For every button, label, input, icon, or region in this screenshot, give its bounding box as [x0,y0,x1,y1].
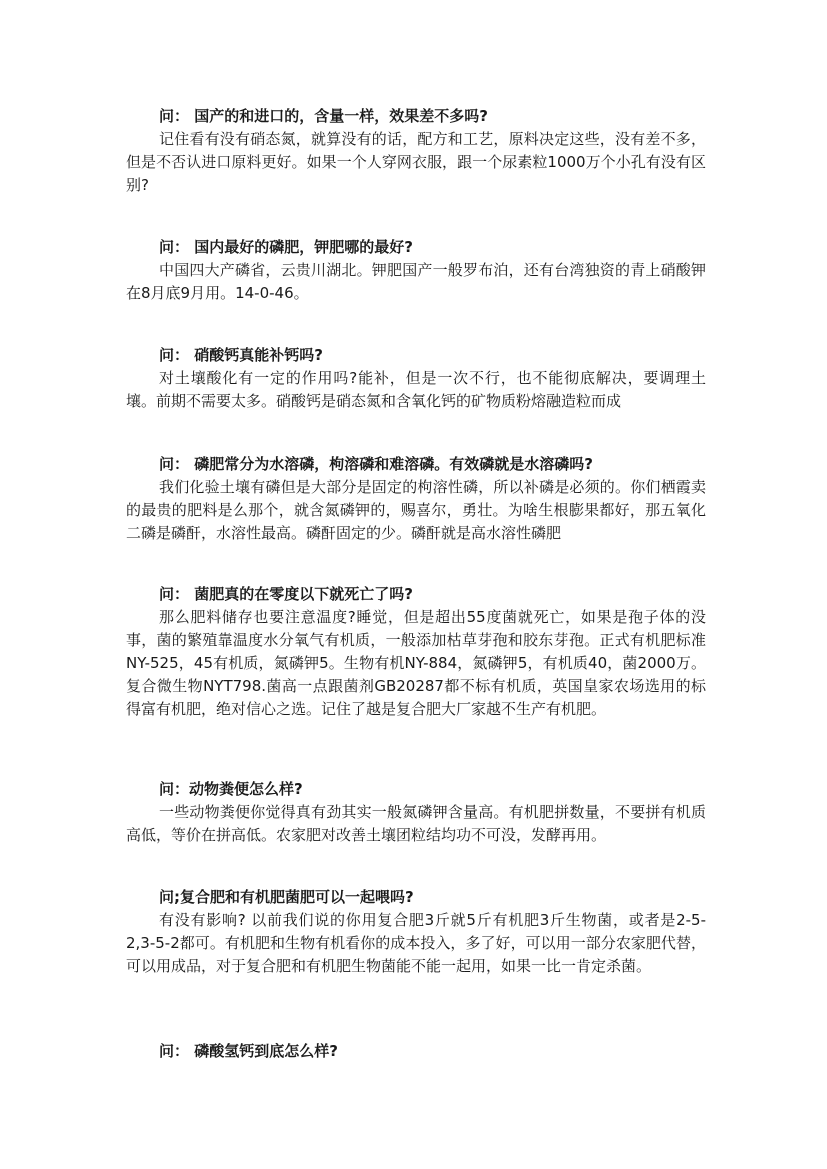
answer-paragraph: 有没有影响? 以前我们说的你用复合肥3斤就5斤有机肥3斤生物菌，或者是2-5-2,3-5-2都可。有机肥和生物有机看你的成本投入，多了好，可以用一部分农家肥代替，可以用成品，对于复合肥和有机肥生物菌能不能一起用，如果一比一肯定杀菌。 [126,911,706,975]
answer-paragraph: 一些动物粪便你觉得真有劲其实一般氮磷钾含量高。有机肥拼数量，不要拼有机质高低，等价在拼高低。农家肥对改善土壤团粒结均功不可没，发酵再用。 [126,803,706,844]
question-heading: 问;复合肥和有机肥菌肥可以一起喂吗? [159,888,414,906]
qa-block [126,778,706,847]
answer-paragraph: 那么肥料储存也要注意温度?睡觉，但是超出55度菌就死亡，如果是孢子体的没事，菌的繁殖靠温度水分氧气有机质，一般添加枯草芽孢和胶东芽孢。正式有机肥标准NY-525，45有机质，氮磷钾5。生物有机NY-884，氮磷钾5，有机质40，菌2000万。复合微生物NYT798.菌高一点跟菌剂GB20287都不标有机质，英国皇家农场选用的标得富有机肥，绝对信心之选。记住了越是复合肥大厂家越不生产有机肥。 [126,608,706,718]
answer-paragraph: 我们化验土壤有磷但是大部分是固定的枸溶性磷，所以补磷是必须的。你们栖霞卖的最贵的肥料是么那个，就含氮磷钾的，赐喜尔，勇壮。为啥生根膨果都好，那五氧化二磷是磷酐，水溶性最高。磷酐固定的少。磷酐就是高水溶性磷肥 [126,478,706,542]
question-heading: 问： 磷肥常分为水溶磷，枸溶磷和难溶磷。有效磷就是水溶磷吗? [159,455,593,473]
qa-block [126,583,706,721]
qa-block [126,344,706,413]
answer-paragraph: 对土壤酸化有一定的作用吗?能补，但是一次不行，也不能彻底解决，要调理土壤。前期不需要太多。硝酸钙是硝态氮和含氧化钙的矿物质粉熔融造粒而成 [126,369,706,410]
question-heading: 问： 菌肥真的在零度以下就死亡了吗? [159,585,413,603]
question-heading: 问： 国产的和进口的，含量一样，效果差不多吗? [159,107,488,125]
qa-block [126,1040,706,1063]
qa-block [126,453,706,545]
answer-paragraph: 中国四大产磷省，云贵川湖北。钾肥国产一般罗布泊，还有台湾独资的青上硝酸钾在8月底9月用。14-0-46。 [126,261,706,302]
question-heading: 问： 国内最好的磷肥，钾肥哪的最好? [159,238,413,256]
question-heading: 问：动物粪便怎么样? [159,780,303,798]
qa-block [126,886,706,978]
qa-block [126,105,706,197]
question-heading: 问： 磷酸氢钙到底怎么样? [159,1042,338,1060]
answer-paragraph: 记住看有没有硝态氮，就算没有的话，配方和工艺，原料决定这些，没有差不多，但是不否认进口原料更好。如果一个人穿网衣服，跟一个尿素粒1000万个小孔有没有区别? [126,130,706,194]
qa-block [126,236,706,305]
question-heading: 问： 硝酸钙真能补钙吗? [159,346,323,364]
